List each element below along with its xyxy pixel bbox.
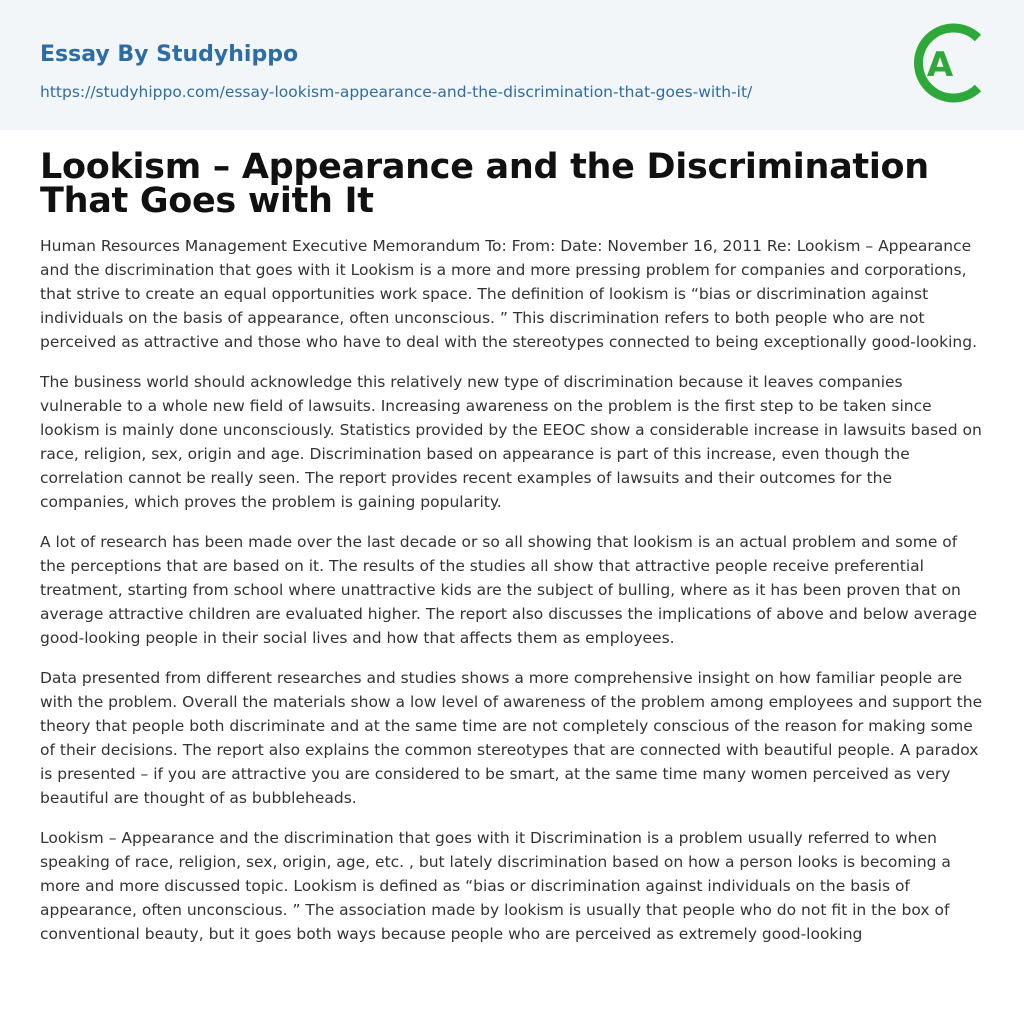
article-paragraph-3: A lot of research has been made over the last decade or so all showing that lookism is an actual problem and some of the perceptions that are based on it. The results of the studies all show that attractive people receive preferential treatment, starting from school where unattractive kids are the subject of bulling, where as it has been proven that on average attractive children are evaluated higher. The report also discusses the implications of above and below average good-looking people in their social lives and how that affects them as employees.: [40, 533, 978, 647]
logo-letter: A: [926, 45, 954, 85]
article-title: Lookism – Appearance and the Discrimination That Goes with It: [40, 147, 929, 221]
studyhippo-logo-icon[interactable]: [912, 20, 986, 106]
article-paragraph-2: The business world should acknowledge this relatively new type of discrimination because it leaves companies vulnerable to a whole new field of lawsuits. Increasing awareness on the problem is the first step to be taken since lookism is mainly done unconsciously. Statistics provided by the EEOC show a considerable increase in lawsuits based on race, religion, sex, origin and age. Discrimination based on appearance is part of this increase, even though the correlation cannot be really seen. The report provides recent examples of lawsuits and their outcomes for the companies, which proves the problem is gaining popularity.: [40, 373, 982, 511]
article-paragraph-5: Lookism – Appearance and the discrimination that goes with it Discrimination is a problem usually referred to when speaking of race, religion, sex, origin, age, etc. , but lately discrimination based on how a person looks is becoming a more and more discussed topic. Lookism is defined as “bias or discrimination against individuals on the basis of appearance, often unconscious. ” The association made by lookism is usually that people who do not fit in the box of conventional beauty, but it goes both ways because people who are perceived as extremely good-looking: [40, 829, 951, 943]
essay-url-link[interactable]: https://studyhippo.com/essay-lookism-appearance-and-the-discrimination-that-goes-with-it/: [40, 83, 753, 101]
article-paragraph-1: Human Resources Management Executive Memorandum To: From: Date: November 16, 2011 Re: Lookism – Appearance and the discrimination that goes with it Lookism is a more and more pressing problem for companies and corporations, that strive to create an equal opportunities work space. The definition of lookism is “bias or discrimination against individuals on the basis of appearance, often unconscious. ” This discrimination refers to both people who are not perceived as attractive and those who have to deal with the stereotypes connected to being exceptionally good-looking.: [40, 237, 978, 351]
article-paragraph-4: Data presented from different researches and studies shows a more comprehensive insight on how familiar people are with the problem. Overall the materials show a low level of awareness of the problem among employees and support the theory that people both discriminate and at the same time are not completely conscious of the reason for making some of their decisions. The report also explains the common stereotypes that are connected with beautiful people. A paradox is presented – if you are attractive you are considered to be smart, at the same time many women perceived as very beautiful are thought of as bubbleheads.: [40, 669, 983, 807]
site-header: [0, 0, 1024, 130]
article: [0, 147, 1024, 946]
site-brand[interactable]: Essay By Studyhippo: [40, 42, 299, 67]
